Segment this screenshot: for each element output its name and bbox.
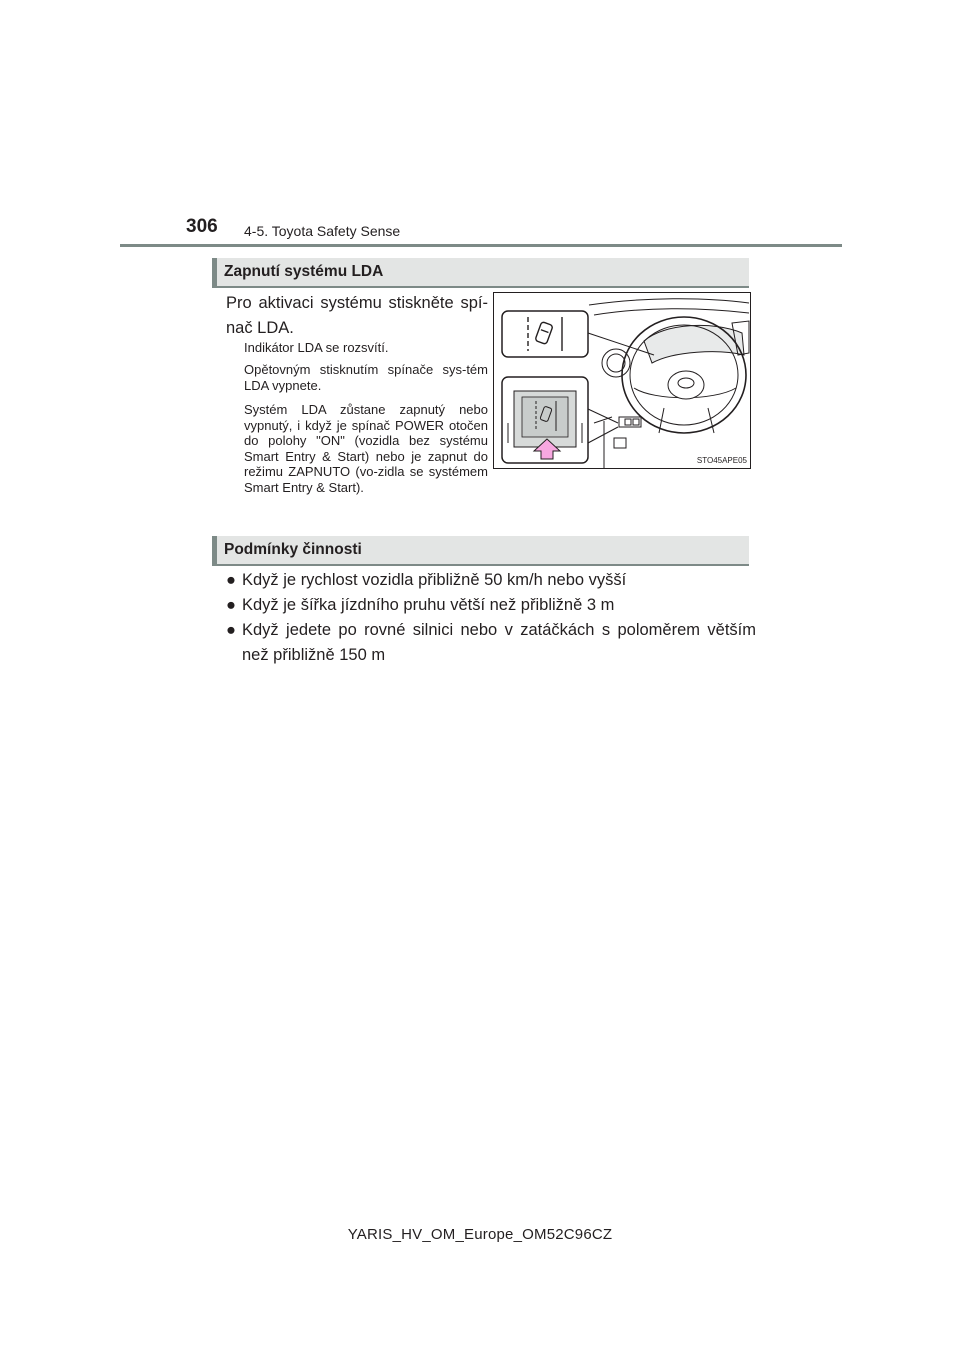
header-rule <box>120 244 842 247</box>
heading-accent <box>212 258 217 286</box>
heading-label: Podmínky činnosti <box>224 541 362 558</box>
figure-code: STO45APE05 <box>696 456 747 465</box>
bullet-icon: ● <box>226 596 236 614</box>
condition-text: Když je šířka jízdního pruhu větší než přibližně 3 m <box>242 596 615 614</box>
bullet-icon: ● <box>226 621 236 639</box>
dashboard-drawing <box>494 293 750 468</box>
instruction-text: Pro aktivaci systému stiskněte spí-nač LDA. <box>226 294 488 337</box>
condition-item <box>226 593 756 618</box>
heading-operating-conditions <box>212 536 749 566</box>
condition-text: Když jedete po rovné silnici nebo v zatáčkách s poloměrem větším než přibližně 150 m <box>242 621 756 664</box>
heading-lda-activation <box>212 258 749 288</box>
condition-text: Když je rychlost vozidla přibližně 50 km/h nebo vyšší <box>242 571 627 589</box>
heading-accent <box>212 536 217 564</box>
note-2: Opětovným stisknutím spínače sys-tém LDA vypnete. <box>244 362 488 393</box>
heading-label: Zapnutí systému LDA <box>224 263 384 280</box>
page-number: 306 <box>186 216 218 237</box>
note-1: Indikátor LDA se rozsvítí. <box>244 340 389 355</box>
note-3: Systém LDA zůstane zapnutý nebo vypnutý, i když je spínač POWER otočen do polohy "ON" (vozidla bez systému Smart Entry & Start) nebo je zapnut do režimu ZAPNUTO (vo-zidla se systémem Smart Entry & Start). <box>244 402 488 495</box>
footer-doc-id: YARIS_HV_OM_Europe_OM52C96CZ <box>347 1226 613 1243</box>
bullet-icon: ● <box>226 571 236 589</box>
section-title: 4-5. Toyota Safety Sense <box>244 223 401 239</box>
condition-item <box>226 618 756 668</box>
dashboard-illustration <box>493 292 751 469</box>
condition-item <box>226 568 756 593</box>
